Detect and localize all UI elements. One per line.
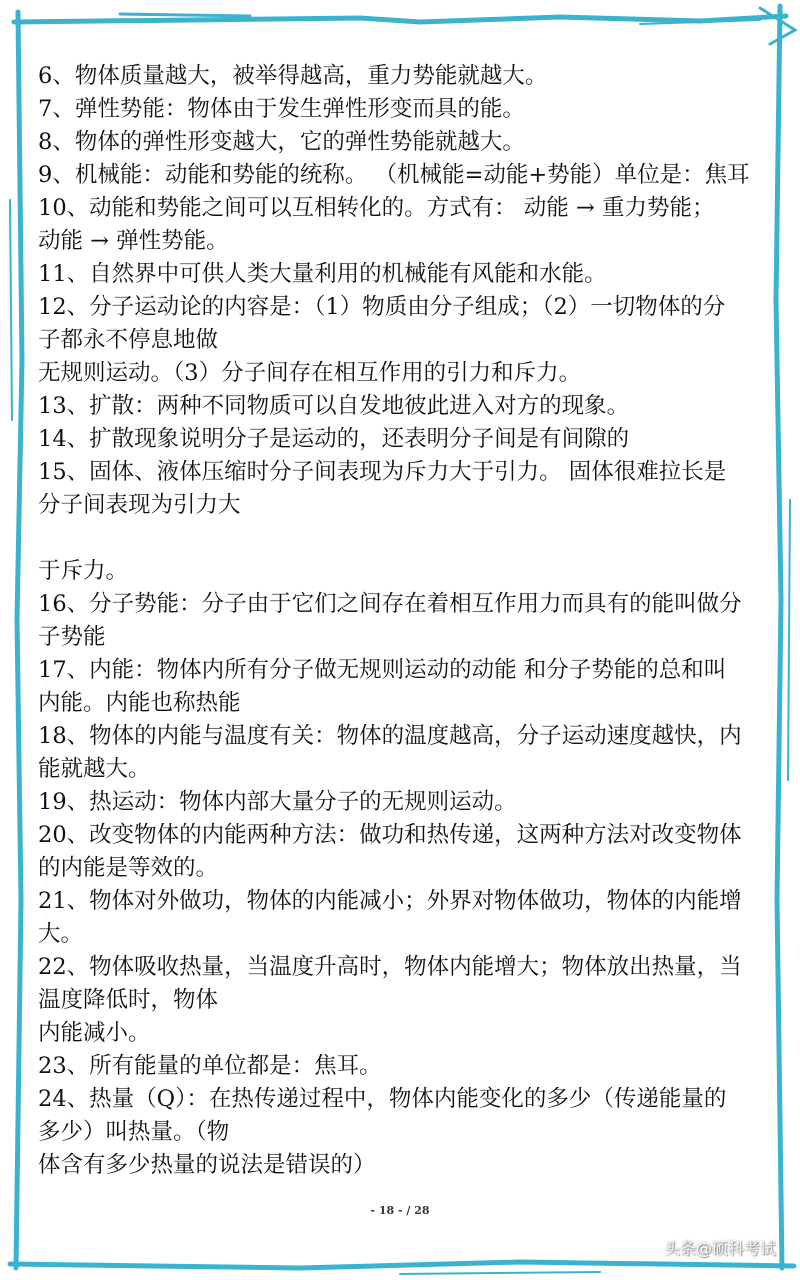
text-line: 20、改变物体的内能两种方法：做功和热传递，这两种方法对改变物体 (38, 822, 742, 848)
text-line: 21、物体对外做功，物体的内能减小；外界对物体做功，物体的内能增 (38, 888, 742, 914)
text-line: 12、分子运动论的内容是：（1）物质由分子组成；（2）一切物体的分 (38, 294, 726, 320)
text-line: 子势能 (38, 624, 106, 650)
text-line: 10、动能和势能之间可以互相转化的。方式有： 动能 → 重力势能； (38, 195, 715, 221)
text-line: 的内能是等效的。 (38, 855, 219, 881)
text-line: 大。 (38, 921, 84, 947)
text-line: 16、分子势能：分子由于它们之间存在着相互作用力而具有的能叫做分 (38, 591, 742, 617)
text-line: 18、物体的内能与温度有关：物体的温度越高，分子运动速度越快，内 (38, 723, 742, 749)
text-line: 7、弹性势能：物体由于发生弹性形变而具的能。 (38, 96, 525, 122)
watermark-text: 头条@硕科考试 (663, 1239, 776, 1258)
text-line: 于斥力。 (38, 558, 129, 584)
text-line: 11、自然界中可供人类大量利用的机械能有风能和水能。 (38, 261, 607, 287)
text-line: 23、所有能量的单位都是：焦耳。 (38, 1053, 382, 1079)
text-line: 14、扩散现象说明分子是运动的，还表明分子间是有间隙的 (38, 426, 630, 452)
text-line: 多少）叫热量。（物 (38, 1119, 230, 1145)
text-line: 22、物体吸收热量，当温度升高时，物体内能增大；物体放出热量，当 (38, 954, 742, 980)
text-line: 子都永不停息地做 (38, 327, 219, 353)
document-body (38, 60, 768, 1182)
text-line: 体含有多少热量的说法是错误的） (38, 1152, 376, 1178)
text-line: 内能减小。 (38, 1020, 151, 1046)
text-line: 9、机械能：动能和势能的统称。 （机械能=动能+势能）单位是：焦耳 (38, 162, 750, 188)
text-line: 能就越大。 (38, 756, 151, 782)
page-number: - 18 - / 28 (370, 1204, 430, 1217)
text-line: 17、内能：物体内所有分子做无规则运动的动能 和分子势能的总和叫 (38, 657, 727, 683)
text-line: 分子间表现为引力大 (38, 492, 241, 518)
text-line: 8、物体的弹性形变越大，它的弹性势能就越大。 (38, 129, 525, 155)
blank-line (38, 522, 768, 555)
text-line: 19、热运动：物体内部大量分子的无规则运动。 (38, 789, 517, 815)
text-line: 6、物体质量越大，被举得越高，重力势能就越大。 (38, 63, 548, 89)
text-line: 动能 → 弹性势能。 (38, 228, 229, 254)
text-line: 温度降低时，物体 (38, 987, 219, 1013)
text-line: 无规则运动。（3）分子间存在相互作用的引力和斥力。 (38, 360, 582, 386)
text-line: 内能。内能也称热能 (38, 690, 241, 716)
text-line: 24、热量（Q）：在热传递过程中，物体内能变化的多少（传递能量的 (38, 1086, 727, 1112)
text-line: 13、扩散：两种不同物质可以自发地彼此进入对方的现象。 (38, 393, 630, 419)
text-line: 15、固体、液体压缩时分子间表现为斥力大于引力。 固体很难拉长是 (38, 459, 727, 485)
